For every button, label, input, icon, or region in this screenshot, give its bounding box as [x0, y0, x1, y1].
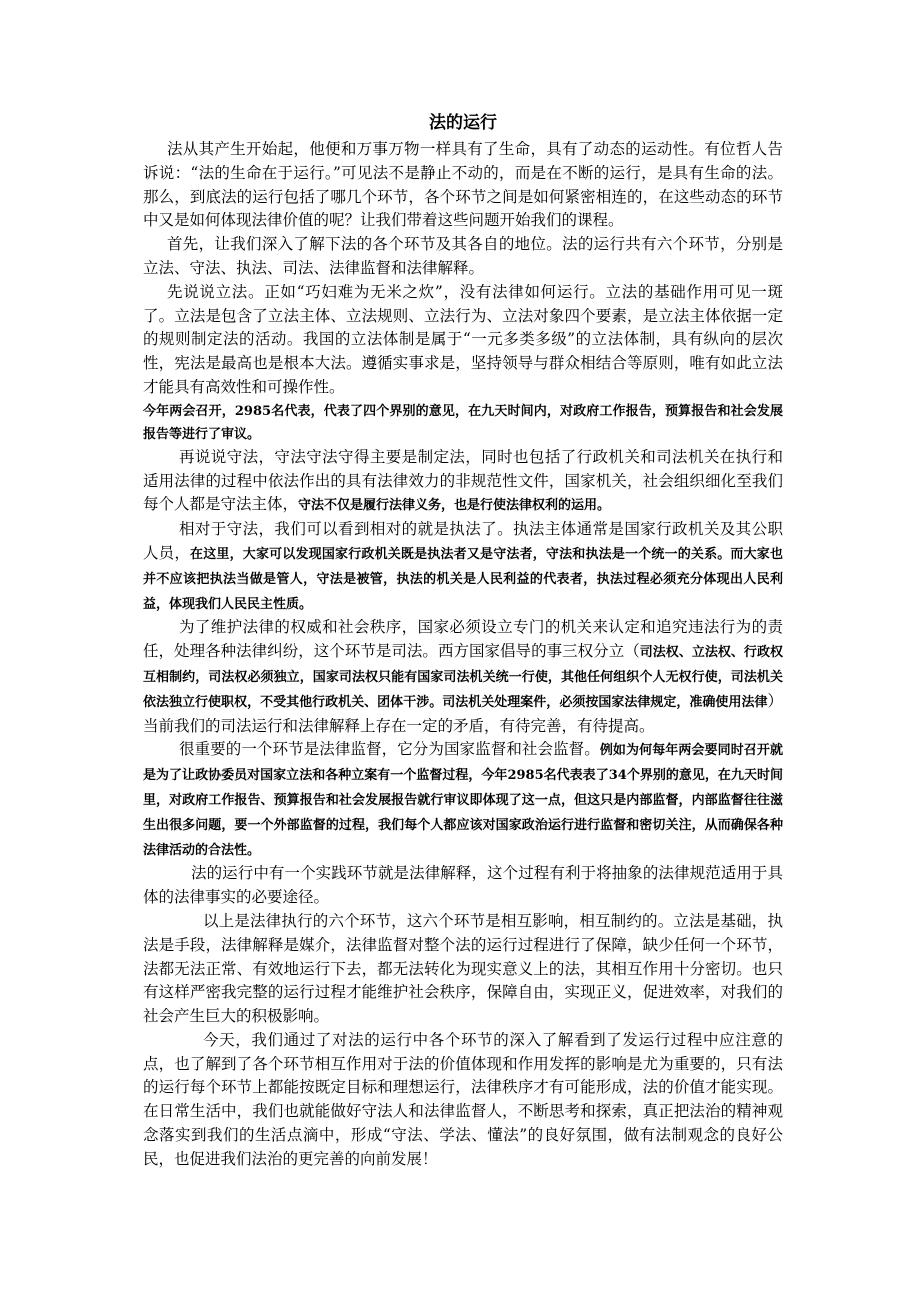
paragraph-compliance-text: 再说说守法，守法守法守得主要是制定法，同时也包括了行政机关和司法机关在执行和适用法律的过程中依法作出的具有法律效力的非规范性文件，国家机关，社会组织细化至我们每个人都是守法主体，	[143, 447, 783, 514]
paragraph-summary: 以上是法律执行的六个环节，这六个环节是相互影响，相互制约的。立法是基础，执法是手段，法律解释是媒介，法律监督对整个法的运行过程进行了保障，缺少任何一个环节，法都无法正常、有效地运行下去，都无法转化为现实意义上的法，其相互作用十分密切。也只有这样严密我完整的运行过程才能维护社会秩序，保障自由，实现正义，促进效率，对我们的社会产生巨大的积极影响。	[143, 911, 783, 1026]
paragraph-supervision-text: 很重要的一个环节是法律监督，它分为国家监督和社会监督。	[179, 740, 600, 759]
paragraph-supervision	[143, 738, 783, 862]
paragraph-compliance-emphasis: 守法不仅是履行法律义务，也是行使法律权利的运用。	[298, 498, 611, 514]
document-page	[143, 111, 783, 1172]
paragraph-judiciary	[143, 616, 783, 738]
paragraph-enforcement-emphasis: 在这里，大家可以发现国家行政机关既是执法者又是守法者，守法和执法是一个统一的关系。而大家也并不应该把执法当做是管人，守法是被管，执法的机关是人民利益的代表者，执法过程必须充分体现出人民利益，体现我们人民民主性质。	[143, 546, 783, 612]
paragraph-enforcement-text: 相对于守法，我们可以看到相对的就是执法了。执法主体通常是国家行政机关及其公职人员，	[143, 520, 783, 562]
paragraph-npc-session: 今年两会召开，2985名代表，代表了四个界别的意见，在九天时间内，对政府工作报告，预算报告和社会发展报告等进行了审议。	[143, 403, 783, 442]
paragraph-enforcement	[143, 518, 783, 616]
paragraph-legislation: 先说说立法。正如“巧妇难为无米之炊”，没有法律如何运行。立法的基础作用可见一斑了。立法是包含了立法主体、立法规则、立法行为、立法对象四个要素，是立法主体依据一定的规则制定法的活动。我国的立法体制是属于“一元多类多级”的立法体制，具有纵向的层次性，宪法是最高也是根本大法。遵循实事求是，坚持领导与群众相结合等原则，唯有如此立法才能具有高效性和可操作性。	[143, 282, 783, 396]
paragraph-compliance	[143, 446, 783, 518]
paragraph-intro: 法从其产生开始起，他便和万事万物一样具有了生命，具有了动态的运动性。有位哲人告诉说：“法的生命在于运行。”可见法不是静止不动的，而是在不断的运行，是具有生命的法。那么，到底法的运行包括了哪几个环节，各个环节之间是如何紧密相连的，在这些动态的环节中又是如何体现法律价值的呢？让我们带着这些问题开始我们的课程。	[143, 140, 783, 230]
paragraph-supervision-emphasis: 例如为何每年两会要同时召开就是为了让政协委员对国家立法和各种立案有一个监督过程，今年2985名代表表了34个界别的意见，在九天时间里，对政府工作报告、预算报告和社会发展报告就行审议即体现了这一点，但这只是内部监督，内部监督往往滋生出很多问题，要一个外部监督的过程，我们每个人都应该对国家政治运行进行监督和密切关注，从而确保各种法律活动的合法性。	[143, 743, 783, 858]
paragraph-interpretation: 法的运行中有一个实践环节就是法律解释，这个过程有利于将抽象的法律规范适用于具体的法律事实的必要途径。	[143, 864, 783, 907]
document-title: 法的运行	[429, 113, 497, 133]
paragraph-overview: 首先，让我们深入了解下法的各个环节及其各自的地位。法的运行共有六个环节，分别是立法、守法、执法、司法、法律监督和法律解释。	[143, 235, 783, 277]
paragraph-judiciary-text: 为了维护法律的权威和社会秩序，国家必须设立专门的机关来认定和追究违法行为的责任，处理各种法律纠纷，这个环节是司法。西方国家倡导的事三权分立（	[143, 618, 783, 661]
paragraph-judiciary-tail: ）当前我们的司法运行和法律解释上存在一定的矛盾，有待完善，有待提高。	[143, 691, 783, 735]
paragraph-conclusion: 今天，我们通过了对法的运行中各个环节的深入了解看到了发运行过程中应注意的点，也了解到了各个环节相互作用对于法的价值体现和作用发挥的影响是尤为重要的，只有法的运行每个环节上都能按既定目标和理想运行，法律秩序才有可能形成，法的价值才能实现。在日常生活中，我们也就能做好守法人和法律监督人，不断思考和探索，真正把法治的精神观念落实到我们的生活点滴中，形成“守法、学法、懂法”的良好氛围，做有法制观念的良好公民，也促进我们法治的更完善的向前发展！	[143, 1030, 783, 1168]
paragraph-judiciary-emphasis: 司法权、立法权、行政权互相制约，司法权必须独立，国家司法权只能有国家司法机关统一行使，其他任何组织个人无权行使，司法机关依法独立行使职权，不受其他行政机关、团体干涉。司法机关处理案件，必须按国家法律规定，准确使用法律	[143, 645, 783, 710]
